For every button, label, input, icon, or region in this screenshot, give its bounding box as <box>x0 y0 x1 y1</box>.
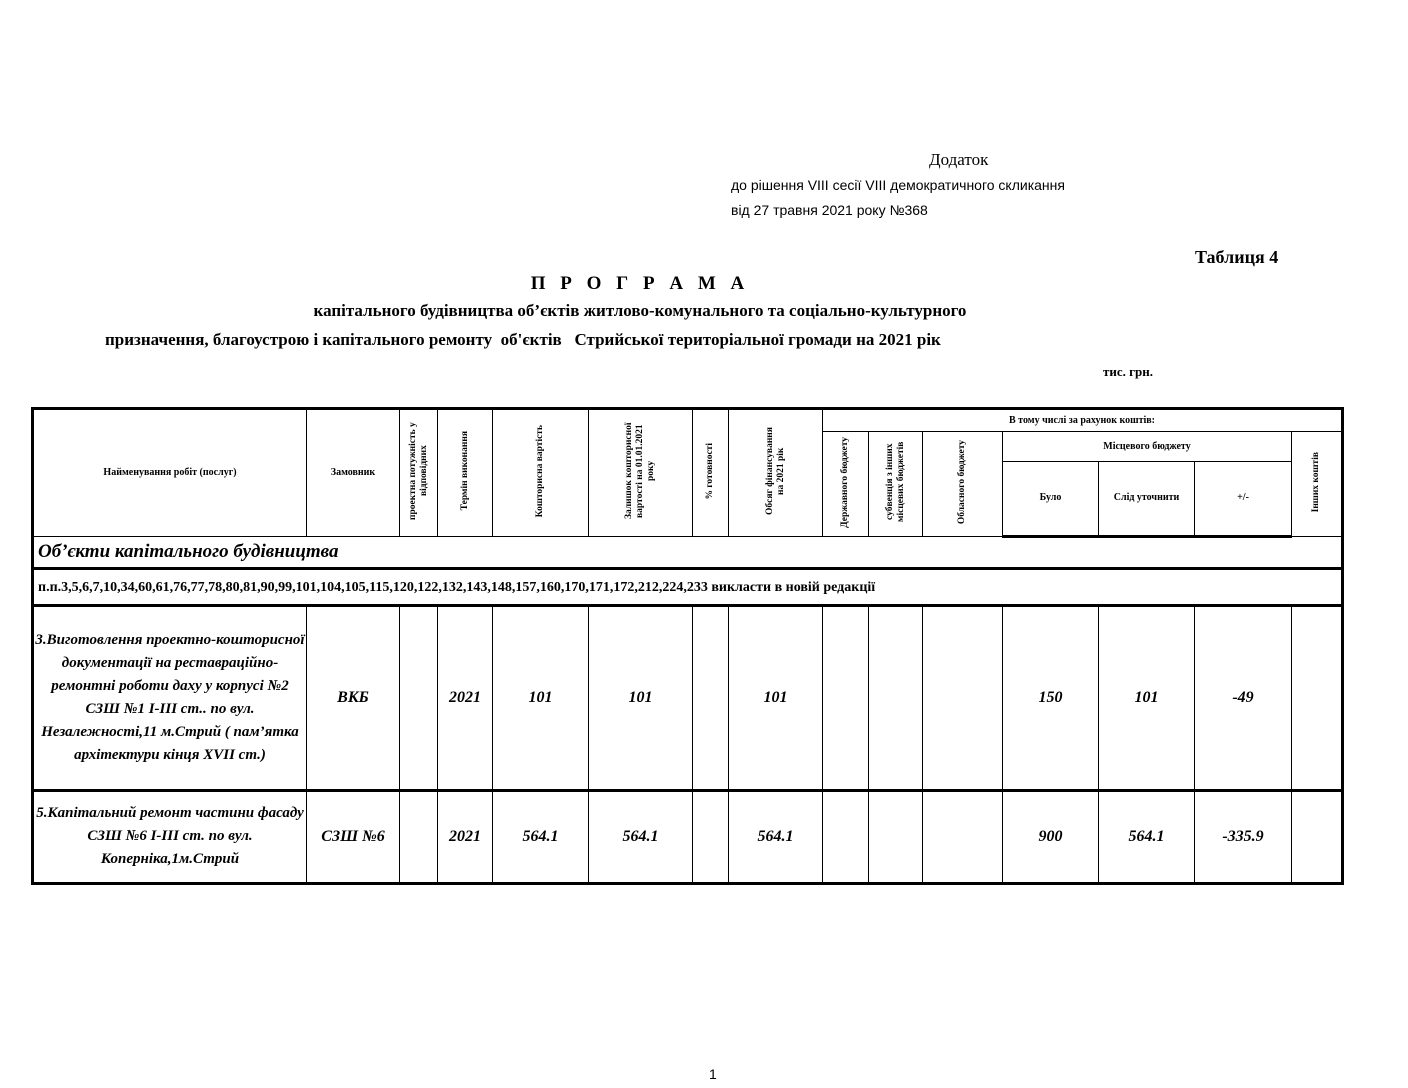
col-header-other-local-budgets: субвенція з інших місцевих бюджетів <box>884 441 906 523</box>
row-to-be-clarified: 101 <box>1099 605 1195 790</box>
row-other-local-budgets <box>869 605 923 790</box>
edit-note: п.п.3,5,6,7,10,34,60,61,76,77,78,80,81,90,99,101,104,105,115,120,122,132,143,148,157,160,170,171,172,212,224,233 викласти в новій редакції <box>38 579 876 595</box>
col-header-plus-minus: +/- <box>1195 461 1292 536</box>
row-customer: ВКБ <box>307 605 400 790</box>
row-term: 2021 <box>438 790 493 883</box>
col-header-remaining-cost: Залишок кошторисної вартості на 01.01.2021 року <box>624 422 656 520</box>
program-subtitle-line2: призначення, благоустрою і капітального ремонту об'єктів Стрийської територіальної громади на 2021 рік <box>105 330 941 349</box>
addendum-decision-line: до рішення VIII сесії VIII демократичного скликання <box>731 177 1065 193</box>
page-number: 1 <box>709 1066 717 1082</box>
row-plus-minus: -49 <box>1195 605 1292 790</box>
col-header-term: Термін виконання <box>459 431 470 511</box>
row-state-budget <box>823 790 869 883</box>
row-regional-budget <box>923 605 1003 790</box>
row-plus-minus: -335.9 <box>1195 790 1292 883</box>
table-number: Таблиця 4 <box>1195 247 1279 267</box>
row-other-funds <box>1292 605 1343 790</box>
row-remaining-cost: 101 <box>589 605 693 790</box>
row-capacity <box>400 605 438 790</box>
row-other-local-budgets <box>869 790 923 883</box>
col-header-regional-budget: Обласного бюджету <box>957 439 968 525</box>
row-financing-volume: 101 <box>729 605 823 790</box>
table-row <box>33 605 1343 790</box>
col-header-was: Було <box>1003 461 1099 536</box>
units-label: тис. грн. <box>1103 364 1154 379</box>
col-header-customer: Замовник <box>307 409 400 537</box>
table-row <box>33 790 1343 883</box>
row-regional-budget <box>923 790 1003 883</box>
col-header-other-funds: Інших коштів <box>1311 451 1322 513</box>
program-table <box>31 407 1344 885</box>
row-remaining-cost: 564.1 <box>589 790 693 883</box>
col-header-capacity: проектна потужність у відповідних <box>407 422 429 520</box>
addendum-date-line: від 27 травня 2021 року №368 <box>731 202 928 218</box>
col-header-to-be-clarified: Слід уточнити <box>1099 461 1195 536</box>
row-financing-volume: 564.1 <box>729 790 823 883</box>
col-header-including-group: В тому числі за рахунок коштів: <box>823 409 1343 432</box>
row-capacity <box>400 790 438 883</box>
row-other-funds <box>1292 790 1343 883</box>
row-was: 900 <box>1003 790 1099 883</box>
section-title: Об’єкти капітального будівництва <box>38 541 339 562</box>
col-header-local-budget-group: Місцевого бюджету <box>1003 432 1292 462</box>
row-name: 3.Виготовлення проектно-кошторисної документації на реставраційно-ремонтні роботи даху у корпусі №2 СЗШ №1 І-ІІІ ст.. по вул. Незалежності,11 м.Стрий ( пам’ятка архітектури кінця XVII ст.) <box>33 605 307 790</box>
col-header-name: Найменування робіт (послуг) <box>33 409 307 537</box>
row-readiness <box>693 605 729 790</box>
program-subtitle-line1: капітального будівництва об’єктів житлово-комунального та соціально-культурного <box>313 301 967 320</box>
col-header-state-budget: Державного бюджету <box>840 436 851 528</box>
row-term: 2021 <box>438 605 493 790</box>
col-header-financing-volume: Обсяг фінансування на 2021 рік <box>764 427 786 515</box>
row-customer: СЗШ №6 <box>307 790 400 883</box>
row-name: 5.Капітальний ремонт частини фасаду СЗШ №6 І-ІІІ ст. по вул. Коперніка,1м.Стрий <box>33 790 307 883</box>
row-readiness <box>693 790 729 883</box>
row-estimated-cost: 101 <box>493 605 589 790</box>
row-estimated-cost: 564.1 <box>493 790 589 883</box>
col-header-estimated-cost: Кошторисна вартість <box>535 424 546 518</box>
col-header-readiness: % готовності <box>705 442 716 500</box>
row-to-be-clarified: 564.1 <box>1099 790 1195 883</box>
program-title: П Р О Г Р А М А <box>530 273 750 294</box>
addendum-title: Додаток <box>929 150 989 169</box>
row-state-budget <box>823 605 869 790</box>
row-was: 150 <box>1003 605 1099 790</box>
